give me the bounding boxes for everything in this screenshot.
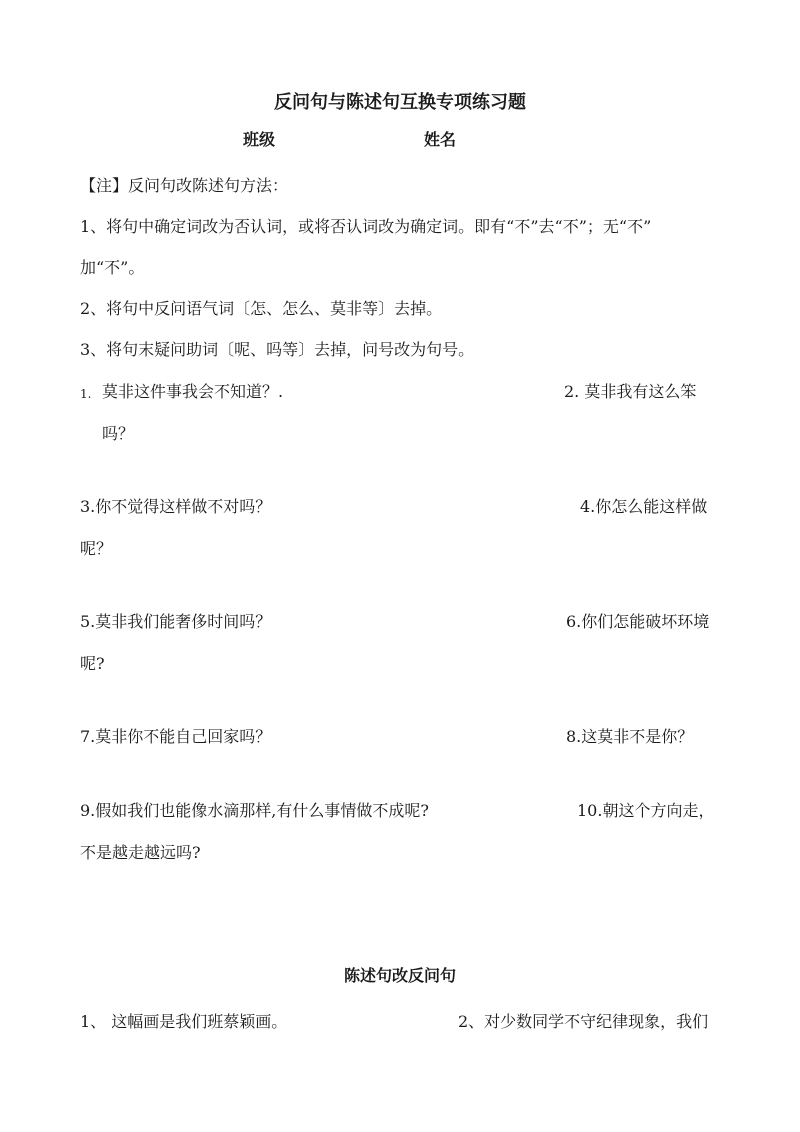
- method-note: 【注】反问句改陈述句方法：: [80, 176, 289, 195]
- section2-title: 陈述句改反问句: [343, 966, 456, 985]
- exercise-6-line1: 6.你们怎能破坏环境: [566, 612, 710, 631]
- exercise-10-line2: 不是越走越远吗?: [80, 843, 201, 862]
- exercise-4-line1: 4.你怎么能这样做: [580, 497, 708, 516]
- name-label: 姓名: [424, 130, 457, 149]
- class-label: 班级: [243, 130, 276, 149]
- exercise-5: 5.莫非我们能奢侈时间吗？: [80, 612, 272, 631]
- exercise-1-number: 1.: [80, 387, 92, 401]
- exercise-2-line1: 2. 莫非我有这么笨: [564, 382, 697, 401]
- exercise-6-line2: 呢?: [80, 654, 105, 673]
- section2-sentence-2: 2、对少数同学不守纪律现象，我们: [458, 1012, 709, 1031]
- exercise-2-line2: 吗？: [102, 424, 135, 443]
- exercise-3: 3.你不觉得这样做不对吗？: [80, 497, 272, 516]
- exercise-1-text: 莫非这件事我会不知道？.: [102, 382, 284, 401]
- page-title: 反问句与陈述句互换专项练习题: [274, 92, 526, 113]
- method-rule2: 2、将句中反问语气词〔怎、怎么、莫非等〕去掉。: [80, 299, 443, 318]
- method-rule3: 3、将句末疑问助词〔呢、吗等〕去掉，问号改为句号。: [80, 340, 475, 359]
- exercise-10-line1: 10.朝这个方向走，: [577, 801, 715, 820]
- exercise-7: 7.莫非你不能自己回家吗？: [80, 727, 272, 746]
- section2-sentence-1: 1、 这幅画是我们班蔡颖画。: [80, 1012, 288, 1031]
- exercise-8: 8.这莫非不是你？: [566, 727, 694, 746]
- method-rule1-line1: 1、将句中确定词改为否认词，或将否认词改为确定词。即有“不”去“不”；无“不”: [80, 217, 652, 236]
- method-rule1-line2: 加“不”。: [80, 258, 145, 277]
- exercise-4-line2: 呢？: [80, 539, 113, 558]
- exercise-9: 9.假如我们也能像水滴那样,有什么事情做不成呢?: [80, 801, 429, 820]
